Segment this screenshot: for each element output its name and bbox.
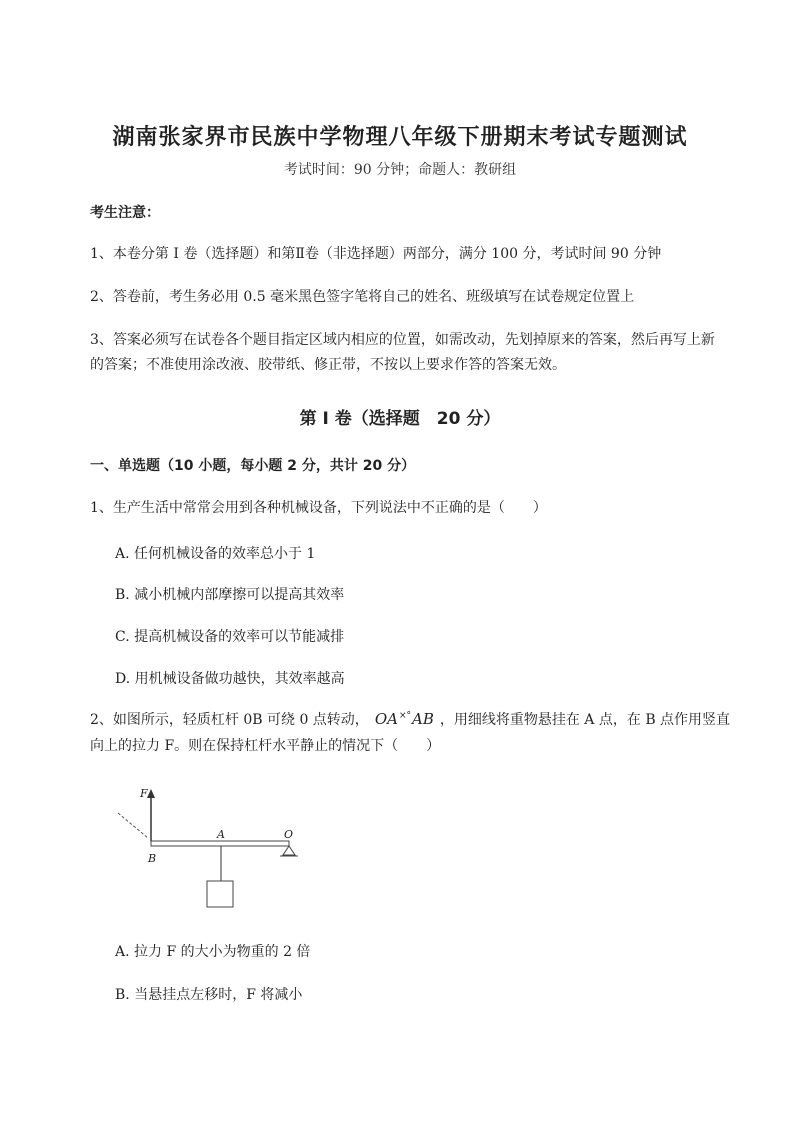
lever-bar xyxy=(151,841,289,846)
ratio-expression xyxy=(375,710,434,728)
section-title: 第 I 卷（选择题 20 分） xyxy=(299,409,501,429)
notice-item-3-line-1: 3、答案必须写在试卷各个题目指定区域内相应的位置，如需改动，先划掉原来的答案，然后再写上新 xyxy=(90,332,715,348)
question-2-stem-line-2: 向上的拉力 F。则在保持杠杆水平静止的情况下（ ） xyxy=(90,738,441,754)
math-ab: AB xyxy=(412,710,434,728)
question-1-option-d: D. 用机械设备做功越快，其效率越高 xyxy=(115,671,345,687)
question-1-option-c: C. 提高机械设备的效率可以节能减排 xyxy=(115,629,345,645)
math-symbol: ×° xyxy=(398,711,411,721)
math-oa: OA xyxy=(374,710,398,728)
label-force: F xyxy=(140,787,148,800)
part-heading: 一、单选题（10 小题，每小题 2 分，共计 20 分） xyxy=(90,458,416,474)
notice-heading: 考生注意： xyxy=(90,205,160,221)
question-1-option-a: A. 任何机械设备的效率总小于 1 xyxy=(115,546,316,562)
page-title: 湖南张家界市民族中学物理八年级下册期末考试专题测试 xyxy=(112,125,688,150)
question-2-stem-text-a: 2、如图所示，轻质杠杆 0B 可绕 0 点转动， xyxy=(90,712,369,728)
question-2-option-b: B. 当悬挂点左移时，F 将减小 xyxy=(115,987,303,1003)
exam-info: 考试时间：90 分钟；命题人：教研组 xyxy=(283,162,517,178)
lever-diagram xyxy=(110,783,310,913)
notice-item-2: 2、答卷前，考生务必用 0.5 毫米黑色签字笔将自己的姓名、班级填写在试卷规定位置上 xyxy=(90,289,635,305)
question-2-stem-text-b: ，用细线将重物悬挂在 A 点，在 B 点作用竖直 xyxy=(439,712,731,728)
force-arrow-head xyxy=(147,789,155,798)
question-2-option-a: A. 拉力 F 的大小为物重的 2 倍 xyxy=(115,944,311,960)
label-a: A xyxy=(217,828,225,841)
dashed-line xyxy=(118,813,148,838)
notice-item-1: 1、本卷分第 I 卷（选择题）和第Ⅱ卷（非选择题）两部分，满分 100 分，考试时间 90 分钟 xyxy=(90,246,662,262)
weight-block xyxy=(207,881,233,907)
question-1-option-b: B. 减小机械内部摩擦可以提高其效率 xyxy=(115,587,345,603)
label-o: O xyxy=(284,828,294,841)
label-b: B xyxy=(148,852,157,865)
pivot-support xyxy=(283,846,295,855)
notice-item-3-line-2: 的答案；不准使用涂改液、胶带纸、修正带，不按以上要求作答的答案无效。 xyxy=(90,357,566,373)
question-1-stem: 1、生产生活中常常会用到各种机械设备，下列说法中不正确的是（ ） xyxy=(90,500,547,516)
